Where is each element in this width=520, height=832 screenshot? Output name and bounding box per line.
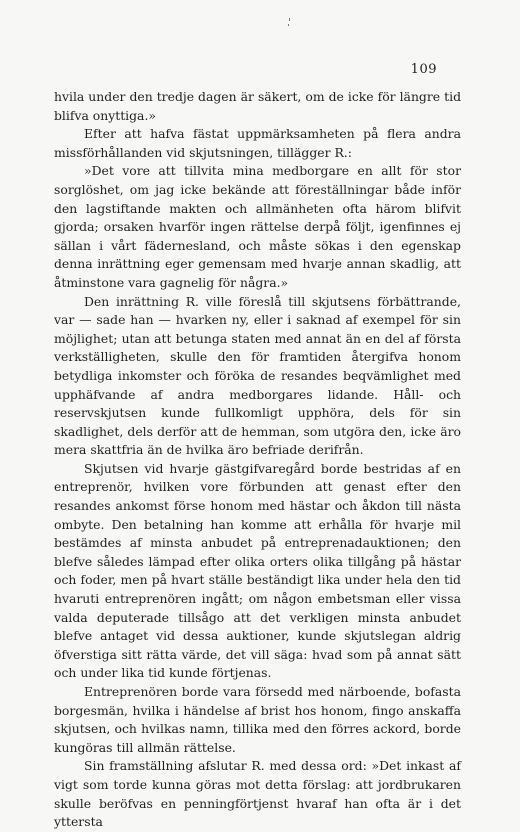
paragraph: Den inrättning R. ville föreslå till skjutsens förbättrande, var — sade han — hvarken ny, eller i saknad af exempel för sin möjlighet; utan att betunga staten med annat än en del af första verkställigheten, skulle den för framtiden återgifva honom betydliga inkomster och föröka de resandes beqvämlighet med upphäfvande af andra medborgares lidande. Håll- och reservskjutsen kunde fullkomligt upphöra, dels för sin skadlighet, dels derför att de hemman, som utgöra den, icke äro mera skattfria än de hvilka äro befriade derifrån. (54, 293, 461, 458)
paragraph: Entreprenören borde vara försedd med närboende, bofasta borgesmän, hvilka i händelse af brist hos honom, fingo anskaffa skjutsen, och hvilkas namn, tillika med den förres ackord, borde kungöras till allmän rättelse. (54, 684, 461, 755)
print-speck (289, 18, 290, 21)
paragraph: »Det vore att tillvita mina medborgare en allt för stor sorglöshet, om jag icke bekände att föreställningar både inför den lagstiftande makten och allmänheten ofta härom blifvit gjorda; orsaken hvarför ingen rättelse derpå följt, igenfinnes ej sällan i vårt fädernesland, och måste sökas i den egenskap denna inrättning eger gemensam med hvarje annan skadlig, att åtminstone vara gagnelig för några.» (54, 163, 461, 290)
paragraph: Skjutsen vid hvarje gästgifvaregård borde bestridas af en entreprenör, hvilken vore förbunden att genast efter den resandes ankomst förse honom med hästar och åkdon till nästa ombyte. Den betalning han komme att erhålla för hvarje mil bestämdes af minsta anbudet på entreprenadauktionen; den blefve således lämpad efter olika orters olika tillgång på hästar och foder, men på hvart ställe beständigt lika under hela den tid hvaruti entreprenören ingått; om någon embetsman eller vissa valda deputerade tillsågo att det verkligen minsta anbudet blefve antaget vid dessa auktioner, kunde skjutslegan aldrig öfverstiga sitt rätta värde, det vill säga: hvad som på annat sätt och under lika tid kunde förtjenas. (54, 460, 461, 681)
print-speck (288, 24, 289, 26)
paragraph: Efter att hafva fästat uppmärksamheten på flera andra missförhållanden vid skjutsningen, tillägger R.: (54, 126, 461, 160)
page-number: 109 (410, 62, 437, 77)
body-text (54, 88, 461, 832)
paragraph: hvila under den tredje dagen är säkert, om de icke för längre tid blifva onyttiga.» (54, 89, 461, 123)
paragraph: Sin framställning afslutar R. med dessa ord: »Det inkast af vigt som torde kunna göras mot detta förslag: att jordbrukaren skulle beröfvas en penningförtjenst hvaraf han ofta är i det yttersta (54, 758, 461, 830)
